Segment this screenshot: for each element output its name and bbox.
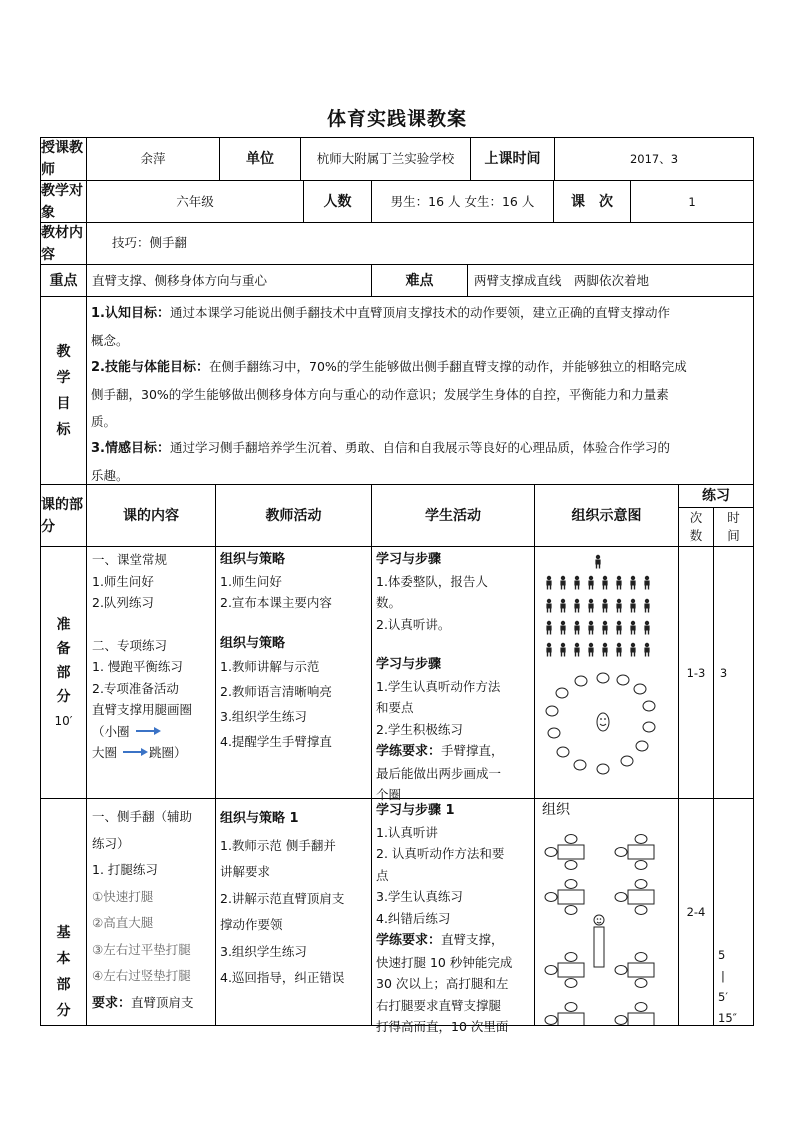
teacher-name: 余萍 <box>140 151 166 166</box>
goal-skill <box>91 353 747 435</box>
basic-teacher <box>220 806 370 992</box>
basic-student-line <box>376 929 533 952</box>
goal-cognitive-text: 通过本课学习能说出侧手翻技术中直臂顶肩支撑技术的动作要领，建立正确的直臂支撑动作 <box>169 305 670 320</box>
big-circle-text: 大圈 <box>92 745 118 760</box>
basic-student <box>376 800 533 1038</box>
col-times: 次数 <box>689 510 703 543</box>
basic-teacher-line: 1.教师示范 侧手翻并 <box>220 837 336 853</box>
basic-content-item: ④左右过竖垫打腿 <box>92 968 191 983</box>
basic-times: 2-4 <box>686 905 706 919</box>
page-title: 体育实践课教案 <box>326 108 467 130</box>
prep-teacher-heading: 组织与策略 <box>220 635 286 651</box>
basic-content-line: 1. 打腿练习 <box>92 862 158 877</box>
basic-student-line: 30 次以上；高打腿和左 <box>376 976 509 991</box>
count-label: 人数 <box>323 193 352 210</box>
small-circle-text: （小圈 <box>92 723 130 739</box>
basic-student-line: 快速打腿 10 秒钟能完成 <box>376 954 513 970</box>
mat-station <box>615 835 654 870</box>
basic-formation-diagram <box>535 820 678 1025</box>
teacher-mat-icon <box>594 915 604 967</box>
basic-student-line: 右打腿要求直臂支撑腿 <box>376 997 502 1013</box>
mat-station <box>545 835 584 870</box>
basic-teacher-line: 2.讲解示范直臂顶肩支 <box>220 890 345 906</box>
basic-duration-line: 15″ <box>718 1011 737 1025</box>
basic-content <box>92 804 214 1017</box>
basic-student-line: 点 <box>376 867 389 883</box>
prep-teacher-line: 1.师生问好 <box>220 573 282 589</box>
basic-label: 基 本 部 分 <box>56 925 71 1019</box>
mat-station <box>545 953 584 988</box>
material-label: 教材内容 <box>41 224 83 263</box>
basic-student-line: 打得高而直，10 次里面 <box>376 1019 509 1034</box>
prep-teacher-heading: 组织与策略 <box>220 552 286 567</box>
goal-cognitive-title: 1.认知目标： <box>91 306 170 321</box>
mat-station <box>545 1003 584 1026</box>
basic-content-item: ①快速打腿 <box>92 888 154 904</box>
prep-student-line: 个圈 <box>376 787 402 802</box>
basic-teacher-line: 撑动作要领 <box>220 917 283 932</box>
teacher-figure-icon <box>595 555 600 569</box>
goal-emotion-text: 通过学习侧手翻培养学生沉着、勇敢、自信和自我展示等良好的心理品质，体验合作学习的 <box>169 440 670 455</box>
col-diagram: 组织示意图 <box>571 507 642 524</box>
basic-student-line: 2. 认真听动作方法和要 <box>376 846 505 861</box>
prep-student-line: 2.学生积极练习 <box>376 721 463 737</box>
prep-teacher-line: 2.宣布本课主要内容 <box>220 595 332 610</box>
prep-student-line: 2.认真听讲。 <box>376 616 451 632</box>
student-rows <box>546 576 649 657</box>
lesson-label: 课 次 <box>571 193 613 210</box>
prep-student-heading: 学习与步骤 <box>376 552 442 567</box>
col-content: 课的内容 <box>123 507 179 524</box>
hard-points: 两臂支撑成直线 两脚依次着地 <box>474 273 650 288</box>
goal-emotion <box>91 434 747 489</box>
prep-content-line: 2.专项准备活动 <box>92 680 179 696</box>
prep-student-line: 和要点 <box>376 700 414 715</box>
prep-duration: 3 <box>719 665 728 680</box>
prep-req-text: 手臂撑直， <box>441 743 504 758</box>
target-label: 教学对象 <box>41 182 83 221</box>
basic-duration <box>718 945 752 1029</box>
goal-emotion-text2: 乐趣。 <box>91 468 129 483</box>
basic-teacher-line: 3.组织学生练习 <box>220 943 307 959</box>
basic-student-req-text: 直臂支撑， <box>441 932 504 947</box>
prep-req-label: 学练要求： <box>376 744 442 759</box>
basic-student-heading: 学习与步骤 1 <box>376 803 455 818</box>
goal-emotion-title: 3.情感目标： <box>91 441 170 456</box>
prep-minutes: 10′ <box>54 713 73 728</box>
col-teacher: 教师活动 <box>265 507 322 524</box>
prep-content-line <box>92 742 214 764</box>
prep-student-heading: 学习与步骤 <box>376 657 442 672</box>
col-duration: 时间 <box>727 510 740 543</box>
material-content: 技巧：侧手翻 <box>112 235 188 250</box>
col-practice: 练习 <box>702 488 730 504</box>
prep-teacher-line: 2.教师语言清晰响亮 <box>220 684 332 699</box>
mat-station <box>545 880 584 915</box>
basic-req-label: 要求： <box>92 995 132 1011</box>
prep-content-line: 1. 慢跑平衡练习 <box>92 659 183 674</box>
goal-skill-text: 在侧手翻练习中，70%的学生能够做出侧手翻直臂支撑的动作，并能够独立的相略完成 <box>208 359 687 374</box>
unit-label: 单位 <box>246 151 274 167</box>
basic-content-line: 练习） <box>92 835 130 851</box>
basic-content-line <box>92 990 214 1018</box>
prep-student <box>376 549 533 806</box>
prep-content-line: 一、课堂常规 <box>92 552 168 567</box>
mat-station <box>615 1003 654 1026</box>
hard-label: 难点 <box>405 272 434 289</box>
basic-duration-line: 5 <box>718 948 726 962</box>
basic-req-text: 直臂顶肩支 <box>131 994 194 1010</box>
prep-content-line: 直臂支撑用腿画圈 <box>92 702 193 717</box>
key-points: 直臂支撑、侧移身体方向与重心 <box>92 273 268 288</box>
target-grade: 六年级 <box>176 193 214 209</box>
mat-station <box>615 953 654 988</box>
prep-student-line: 最后能做出两步画成一 <box>376 765 502 781</box>
goals-label: 教 学 目 标 <box>56 343 71 438</box>
prep-content-line: 1.师生问好 <box>92 573 154 589</box>
prep-formation-diagram <box>535 547 678 798</box>
prep-times: 1-3 <box>686 665 706 680</box>
prep-student-line: 数。 <box>376 595 402 610</box>
unit-name: 杭师大附属丁兰实验学校 <box>316 151 455 166</box>
mat-station <box>615 880 654 915</box>
key-label: 重点 <box>49 272 78 289</box>
basic-student-line: 3.学生认真练习 <box>376 889 463 904</box>
goal-cognitive-text2: 概念。 <box>91 333 129 348</box>
prep-student-line <box>376 740 533 763</box>
prep-teacher <box>220 549 370 754</box>
goal-skill-title: 2.技能与体能目标： <box>91 360 209 375</box>
basic-teacher-heading: 组织与策略 1 <box>220 811 299 826</box>
prep-content <box>92 549 214 764</box>
prep-content-line: 2.队列练习 <box>92 595 154 610</box>
basic-student-line: 4.纠错后练习 <box>376 910 451 926</box>
goal-skill-text3: 质。 <box>91 414 117 429</box>
lesson-number: 1 <box>688 194 696 209</box>
goal-skill-text2: 侧手翻，30%的学生能够做出侧移身体方向与重心的动作意识；发展学生身体的自控，平衡能力和力量素 <box>91 387 669 402</box>
basic-student-line: 1.认真听讲 <box>376 824 438 840</box>
time-label: 上课时间 <box>484 151 541 167</box>
class-time: 2017、3 <box>629 152 679 166</box>
basic-content-item: ②高直大腿 <box>92 915 154 930</box>
prep-label: 准 备 部 分 10′ <box>41 547 86 798</box>
col-student: 学生活动 <box>425 507 481 524</box>
basic-teacher-line: 讲解要求 <box>220 864 271 879</box>
col-part: 课的部分 <box>41 496 83 535</box>
arrow-right-icon <box>134 726 162 736</box>
teacher-label: 授课教师 <box>41 140 83 178</box>
goal-cognitive <box>91 299 747 354</box>
arrow-right-icon <box>121 747 149 757</box>
prep-teacher-line: 4.提醒学生手臂撑直 <box>220 734 332 749</box>
prep-student-line: 1.体委整队，报告人 <box>376 573 488 589</box>
basic-content-item: ③左右过平垫打腿 <box>92 941 191 957</box>
prep-teacher-line: 1.教师讲解与示范 <box>220 659 320 674</box>
smiley-teacher-icon <box>597 713 609 731</box>
basic-req-label: 学练要求： <box>376 933 442 948</box>
prep-teacher-line: 3.组织学生练习 <box>220 709 307 724</box>
prep-content-line <box>92 721 214 743</box>
basic-teacher-line: 4.巡回指导，纠正错误 <box>220 970 345 985</box>
basic-duration-line: 5′ <box>718 990 728 1004</box>
basic-diagram-label: 组织 <box>542 802 570 818</box>
jump-circle-text: 跳圈） <box>149 745 187 760</box>
prep-content-line: 二、专项练习 <box>92 637 168 653</box>
prep-student-line: 1.学生认真听动作方法 <box>376 678 501 694</box>
basic-duration-line: | <box>721 969 725 983</box>
student-count: 男生：16 人 女生：16 人 <box>390 193 535 209</box>
basic-content-line: 一、侧手翻（辅助 <box>92 809 193 824</box>
